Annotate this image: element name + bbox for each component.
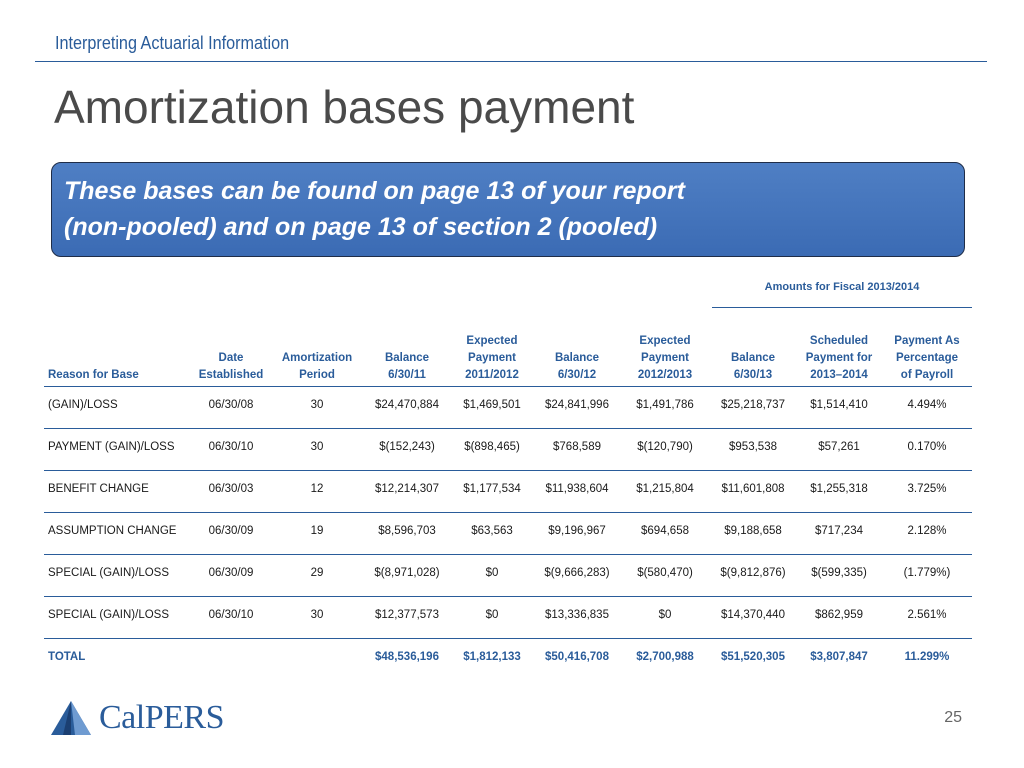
table-cell: 30 <box>270 597 364 639</box>
table-cell: $768,589 <box>534 429 620 471</box>
table-cell: 2.128% <box>882 513 972 555</box>
table-cell: $953,538 <box>710 429 796 471</box>
column-header-line: Payment As <box>894 335 960 347</box>
column-header-line: 2011/2012 <box>465 369 519 381</box>
table-row <box>44 597 972 639</box>
total-cell: $1,812,133 <box>463 650 521 663</box>
table-cell: $(152,243) <box>364 429 450 471</box>
table-row <box>44 471 972 513</box>
table-cell: $694,658 <box>620 513 710 555</box>
total-cell: $2,700,988 <box>636 650 694 663</box>
table-cell: 12 <box>270 471 364 513</box>
callout-box <box>51 162 965 257</box>
column-header-line: Scheduled <box>809 335 869 347</box>
column-header <box>882 333 972 387</box>
column-header-line: Payment <box>468 352 516 364</box>
column-header-line: Balance <box>384 352 430 364</box>
column-header <box>710 333 796 387</box>
table-cell: $9,196,967 <box>534 513 620 555</box>
table-cell: 06/30/09 <box>192 513 270 555</box>
total-cell: $3,807,847 <box>810 650 868 663</box>
column-header <box>620 333 710 387</box>
table-cell: PAYMENT (GAIN)/LOSS <box>44 429 192 471</box>
table-cell: 3.725% <box>882 471 972 513</box>
column-header-line: Established <box>198 369 264 381</box>
total-cell <box>270 639 364 681</box>
table-cell: 4.494% <box>882 387 972 429</box>
table-cell: $(9,812,876) <box>710 555 796 597</box>
page-number: 25 <box>944 709 962 726</box>
table-cell: $12,214,307 <box>364 471 450 513</box>
table-cell: $25,218,737 <box>710 387 796 429</box>
callout-line-2: (non-pooled) and on page 13 of section 2 (pooled) <box>64 213 658 241</box>
table-cell: BENEFIT CHANGE <box>44 471 192 513</box>
column-header <box>450 333 534 387</box>
column-header <box>192 333 270 387</box>
table-cell: $8,596,703 <box>364 513 450 555</box>
column-header-line: Reason for Base <box>48 369 139 381</box>
table-cell: 06/30/10 <box>192 429 270 471</box>
column-header-line: Date <box>218 352 244 364</box>
column-header-line: 6/30/11 <box>388 369 426 381</box>
table-cell: $14,370,440 <box>710 597 796 639</box>
total-row <box>44 639 972 681</box>
total-cell: $50,416,708 <box>545 650 609 663</box>
table-cell: $9,188,658 <box>710 513 796 555</box>
table-cell: 06/30/10 <box>192 597 270 639</box>
table-header-row <box>44 333 972 387</box>
column-header-line: Balance <box>554 352 600 364</box>
callout-line-1: These bases can be found on page 13 of your report <box>64 177 685 205</box>
table-cell: 06/30/09 <box>192 555 270 597</box>
total-cell: $48,536,196 <box>375 650 439 663</box>
table-cell: $24,470,884 <box>364 387 450 429</box>
table-cell: $12,377,573 <box>364 597 450 639</box>
table-cell: $0 <box>450 597 534 639</box>
table-cell: ASSUMPTION CHANGE <box>44 513 192 555</box>
column-header-line: of Payroll <box>900 369 954 381</box>
total-cell <box>192 639 270 681</box>
table-cell: $13,336,835 <box>534 597 620 639</box>
column-header-line: Amortization <box>281 352 353 364</box>
table-cell: SPECIAL (GAIN)/LOSS <box>44 597 192 639</box>
column-header <box>796 333 882 387</box>
amortization-bases-table <box>44 333 972 680</box>
table-cell: 06/30/08 <box>192 387 270 429</box>
table-cell: 0.170% <box>882 429 972 471</box>
calpers-wordmark: CalPERS <box>99 699 224 736</box>
header-divider <box>35 61 987 62</box>
table-cell: $11,601,808 <box>710 471 796 513</box>
table-cell: 29 <box>270 555 364 597</box>
calpers-mountain-icon <box>51 701 91 735</box>
column-header-line: 2012/2013 <box>637 369 693 381</box>
column-header-line: Payment <box>641 352 689 364</box>
total-cell: 11.299% <box>904 650 950 663</box>
table-cell: (1.779%) <box>882 555 972 597</box>
column-header <box>270 333 364 387</box>
table-cell: $1,491,786 <box>620 387 710 429</box>
table-cell: 06/30/03 <box>192 471 270 513</box>
table-cell: $(580,470) <box>620 555 710 597</box>
table-cell: $1,514,410 <box>796 387 882 429</box>
table-row <box>44 387 972 429</box>
table-cell: $(120,790) <box>620 429 710 471</box>
table-cell: $(898,465) <box>450 429 534 471</box>
table-cell: 2.561% <box>882 597 972 639</box>
table-cell: $(8,971,028) <box>364 555 450 597</box>
table-cell: 19 <box>270 513 364 555</box>
table-cell: $24,841,996 <box>534 387 620 429</box>
column-header-line: 6/30/12 <box>557 369 597 381</box>
column-header <box>44 333 192 387</box>
column-header-line: Percentage <box>895 352 958 364</box>
table-cell: $(599,335) <box>796 555 882 597</box>
table-cell: $0 <box>620 597 710 639</box>
table-cell: SPECIAL (GAIN)/LOSS <box>44 555 192 597</box>
column-header-line: Expected <box>466 335 518 347</box>
table-cell: $717,234 <box>796 513 882 555</box>
column-header <box>364 333 450 387</box>
column-header-line: 2013–2014 <box>810 369 868 381</box>
section-title: Interpreting Actuarial Information <box>55 33 290 53</box>
column-header-line: Expected <box>639 335 691 347</box>
table-cell: $1,469,501 <box>450 387 534 429</box>
table-cell: 30 <box>270 387 364 429</box>
column-header-line: Balance <box>730 352 776 364</box>
column-header-line: Period <box>299 369 335 381</box>
table-cell: $0 <box>450 555 534 597</box>
column-header-line: 6/30/13 <box>733 369 773 381</box>
table-cell: $1,215,804 <box>620 471 710 513</box>
table-cell: $1,255,318 <box>796 471 882 513</box>
column-header <box>534 333 620 387</box>
table-cell: $1,177,534 <box>450 471 534 513</box>
fiscal-group-label: Amounts for Fiscal 2013/2014 <box>764 281 920 293</box>
table-body <box>44 387 972 681</box>
total-cell: TOTAL <box>48 650 86 663</box>
table-cell: (GAIN)/LOSS <box>44 387 192 429</box>
table-row <box>44 513 972 555</box>
page-title: Amortization bases payment <box>54 81 635 133</box>
calpers-logo <box>51 698 224 738</box>
fiscal-group-divider <box>712 307 972 308</box>
table-cell: 30 <box>270 429 364 471</box>
table-cell: $63,563 <box>450 513 534 555</box>
column-header-line: Payment for <box>805 352 873 364</box>
total-cell: $51,520,305 <box>721 650 785 663</box>
table-row <box>44 429 972 471</box>
table-cell: $862,959 <box>796 597 882 639</box>
table-cell: $(9,666,283) <box>534 555 620 597</box>
table-row <box>44 555 972 597</box>
table-cell: $11,938,604 <box>534 471 620 513</box>
table-cell: $57,261 <box>796 429 882 471</box>
